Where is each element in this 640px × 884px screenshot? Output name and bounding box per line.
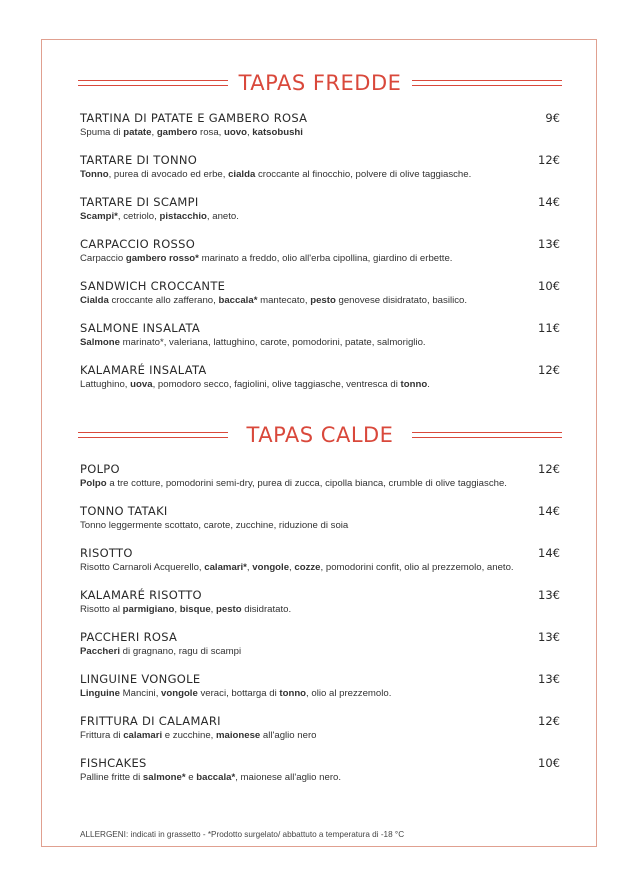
- menu-item: [80, 195, 560, 224]
- menu-item: [80, 111, 560, 140]
- menu-item: [80, 363, 560, 392]
- item-name: LINGUINE VONGOLE: [80, 672, 201, 686]
- item-price: 12€: [538, 714, 560, 728]
- item-price: 13€: [538, 630, 560, 644]
- item-price: 13€: [538, 588, 560, 602]
- section-title: TAPAS FREDDE: [238, 71, 402, 95]
- item-name: TARTINA DI PATATE E GAMBERO ROSA: [80, 111, 308, 125]
- item-name: TONNO TATAKI: [80, 504, 168, 518]
- item-name: PACCHERI ROSA: [80, 630, 178, 644]
- menu-item: [80, 714, 560, 743]
- item-description: Risotto Carnaroli Acquerello, calamari*, vongole, cozze, pomodorini confit, olio al prezzemolo, aneto.: [80, 562, 514, 573]
- section-header-tapas-fredde: [0, 68, 640, 98]
- menu-item: [80, 546, 560, 575]
- title-rule-right: [412, 432, 562, 438]
- item-name: POLPO: [80, 462, 120, 476]
- section-title: TAPAS CALDE: [246, 423, 394, 447]
- item-name: KALAMARÉ RISOTTO: [80, 588, 202, 602]
- menu-item: [80, 630, 560, 659]
- item-price: 13€: [538, 237, 560, 251]
- item-description: Spuma di patate, gambero rosa, uovo, katsobushi: [80, 127, 303, 138]
- item-description: Frittura di calamari e zucchine, maionese all'aglio nero: [80, 730, 317, 741]
- item-description: Polpo a tre cotture, pomodorini semi-dry, purea di zucca, cipolla bianca, crumble di olive taggiasche.: [80, 478, 507, 489]
- item-description: Paccheri di gragnano, ragu di scampi: [80, 646, 242, 657]
- item-name: FISHCAKES: [80, 756, 147, 770]
- menu-item: [80, 153, 560, 182]
- item-name: KALAMARÉ INSALATA: [80, 363, 207, 377]
- menu-item: [80, 672, 560, 701]
- item-description: Lattughino, uova, pomodoro secco, fagiolini, olive taggiasche, ventresca di tonno.: [80, 379, 430, 390]
- item-name: RISOTTO: [80, 546, 133, 560]
- menu-item: [80, 504, 560, 533]
- item-price: 9€: [545, 111, 560, 125]
- section-header-tapas-calde: [0, 420, 640, 450]
- menu-item: [80, 237, 560, 266]
- item-name: FRITTURA DI CALAMARI: [80, 714, 221, 728]
- item-price: 10€: [538, 756, 560, 770]
- item-price: 14€: [538, 195, 560, 209]
- item-name: TARTARE DI TONNO: [80, 153, 198, 167]
- item-description: Linguine Mancini, vongole veraci, bottarga di tonno, olio al prezzemolo.: [80, 688, 392, 699]
- item-price: 14€: [538, 546, 560, 560]
- title-rule-right: [412, 80, 562, 86]
- menu-item: [80, 756, 560, 785]
- title-rule-left: [78, 80, 228, 86]
- item-price: 12€: [538, 153, 560, 167]
- item-price: 12€: [538, 363, 560, 377]
- item-name: TARTARE DI SCAMPI: [80, 195, 199, 209]
- item-description: Salmone marinato*, valeriana, lattughino, carote, pomodorini, patate, salmoriglio.: [80, 337, 426, 348]
- menu-item: [80, 279, 560, 308]
- allergen-footer: ALLERGENI: indicati in grassetto - *Prodotto surgelato/ abbattuto a temperatura di -18 °C: [80, 830, 405, 839]
- item-description: Palline fritte di salmone* e baccala*, maionese all'aglio nero.: [80, 772, 342, 783]
- menu-item: [80, 321, 560, 350]
- item-price: 13€: [538, 672, 560, 686]
- item-description: Cialda croccante allo zafferano, baccala* mantecato, pesto genovese disidratato, basilico.: [80, 295, 468, 306]
- item-description: Tonno, purea di avocado ed erbe, cialda croccante al finocchio, polvere di olive taggiasche.: [80, 169, 472, 180]
- item-name: SALMONE INSALATA: [80, 321, 201, 335]
- item-name: CARPACCIO ROSSO: [80, 237, 196, 251]
- item-price: 12€: [538, 462, 560, 476]
- menu-item: [80, 462, 560, 491]
- menu-item: [80, 588, 560, 617]
- item-description: Scampi*, cetriolo, pistacchio, aneto.: [80, 211, 239, 222]
- item-name: SANDWICH CROCCANTE: [80, 279, 226, 293]
- item-description: Risotto al parmigiano, bisque, pesto disidratato.: [80, 604, 292, 615]
- item-price: 10€: [538, 279, 560, 293]
- item-description: Carpaccio gambero rosso* marinato a freddo, olio all'erba cipollina, giardino di erbette.: [80, 253, 453, 264]
- item-price: 11€: [538, 321, 560, 335]
- item-price: 14€: [538, 504, 560, 518]
- item-description: Tonno leggermente scottato, carote, zucchine, riduzione di soia: [80, 520, 349, 531]
- title-rule-left: [78, 432, 228, 438]
